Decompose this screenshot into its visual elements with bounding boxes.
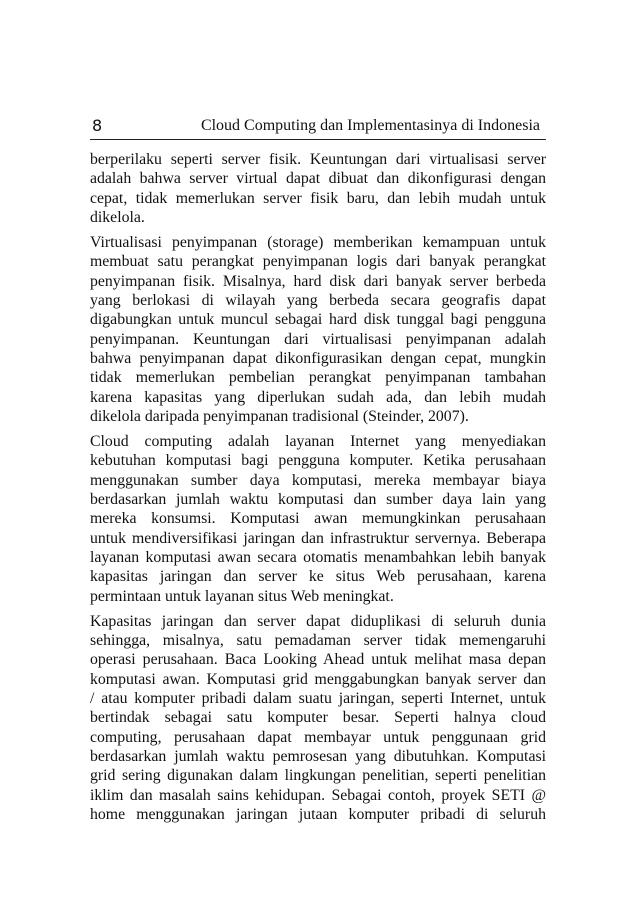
body-text xyxy=(90,150,546,830)
text-line: penyimpanan. Keuntungan dari virtualisasi penyimpanan adalah xyxy=(90,330,546,348)
text-line: menggunakan sumber daya komputasi, mereka membayar biaya xyxy=(90,471,546,489)
text-line: kapasitas jaringan dan server ke situs Web perusahaan, karena xyxy=(90,568,546,586)
text-line: komputasi awan. Komputasi grid menggabungkan banyak server dan xyxy=(90,670,546,688)
text-line: untuk mendiversifikasi jaringan dan infrastruktur servernya. Beberapa xyxy=(90,529,546,547)
text-line: tidak memerlukan pembelian perangkat penyimpanan tambahan xyxy=(90,369,546,387)
paragraph-2 xyxy=(90,233,546,426)
text-line: bahwa penyimpanan dapat dikonfigurasikan dengan cepat, mungkin xyxy=(90,349,546,367)
paragraph-3 xyxy=(90,432,546,606)
text-line: membuat satu perangkat penyimpanan logis dari banyak perangkat xyxy=(90,253,546,271)
text-line: computing, perusahaan dapat membayar untuk penggunaan grid xyxy=(90,728,546,746)
text-line: karena kapasitas yang diperlukan sudah ada, dan lebih mudah xyxy=(90,388,546,406)
text-line: operasi perusahaan. Baca Looking Ahead untuk melihat masa depan xyxy=(90,651,546,669)
page-number: 8 xyxy=(92,116,103,135)
text-line: permintaan untuk layanan situs Web meningkat. xyxy=(90,587,394,605)
text-line: digabungkan untuk muncul sebagai hard disk tunggal bagi pengguna xyxy=(90,311,546,329)
text-line: berdasarkan jumlah waktu pemrosesan yang dibutuhkan. Komputasi xyxy=(90,747,546,765)
text-line: adalah bahwa server virtual dapat dibuat dan dikonfigurasi dengan xyxy=(90,170,546,188)
text-line: Cloud computing adalah layanan Internet yang menyediakan xyxy=(90,433,546,451)
text-line: yang berlokasi di wilayah yang berbeda secara geografis dapat xyxy=(90,292,546,310)
paragraph-4 xyxy=(90,612,546,824)
text-line: dikelola. xyxy=(90,208,145,226)
text-line: layanan komputasi awan secara otomatis menambahkan lebih banyak xyxy=(90,548,546,566)
text-line: berdasarkan jumlah waktu komputasi dan sumber daya lain yang xyxy=(90,491,546,509)
text-line: dikelola daripada penyimpanan tradisional (Steinder, 2007). xyxy=(90,407,469,425)
text-line: cepat, tidak memerlukan server fisik baru, dan lebih mudah untuk xyxy=(90,189,546,207)
text-line: Virtualisasi penyimpanan (storage) memberikan kemampuan untuk xyxy=(90,234,546,252)
text-line: penyimpanan fisik. Misalnya, hard disk dari banyak server berbeda xyxy=(90,272,546,290)
text-line: grid sering digunakan dalam lingkungan penelitian, seperti penelitian xyxy=(90,767,546,785)
text-line: Kapasitas jaringan dan server dapat diduplikasi di seluruh dunia xyxy=(90,612,546,630)
text-line: berperilaku seperti server fisik. Keuntungan dari virtualisasi server xyxy=(90,151,546,168)
text-line: iklim dan masalah sains kehidupan. Sebagai contoh, proyek SETI @ xyxy=(90,786,546,804)
text-line: home menggunakan jaringan jutaan komputer pribadi di seluruh xyxy=(90,805,546,823)
text-line: / atau komputer pribadi dalam suatu jaringan, seperti Internet, untuk xyxy=(90,690,546,708)
text-line: mereka konsumsi. Komputasi awan memungkinkan perusahaan xyxy=(90,510,546,528)
paragraph-1 xyxy=(90,150,546,227)
text-line: sehingga, misalnya, satu pemadaman server tidak memengaruhi xyxy=(90,632,546,650)
running-title: Cloud Computing dan Implementasinya di Indonesia xyxy=(200,117,540,134)
text-line: bertindak sebagai satu komputer besar. Seperti halnya cloud xyxy=(90,709,546,727)
page-header xyxy=(90,117,546,140)
text-line: kebutuhan komputasi bagi pengguna komputer. Ketika perusahaan xyxy=(90,452,546,470)
